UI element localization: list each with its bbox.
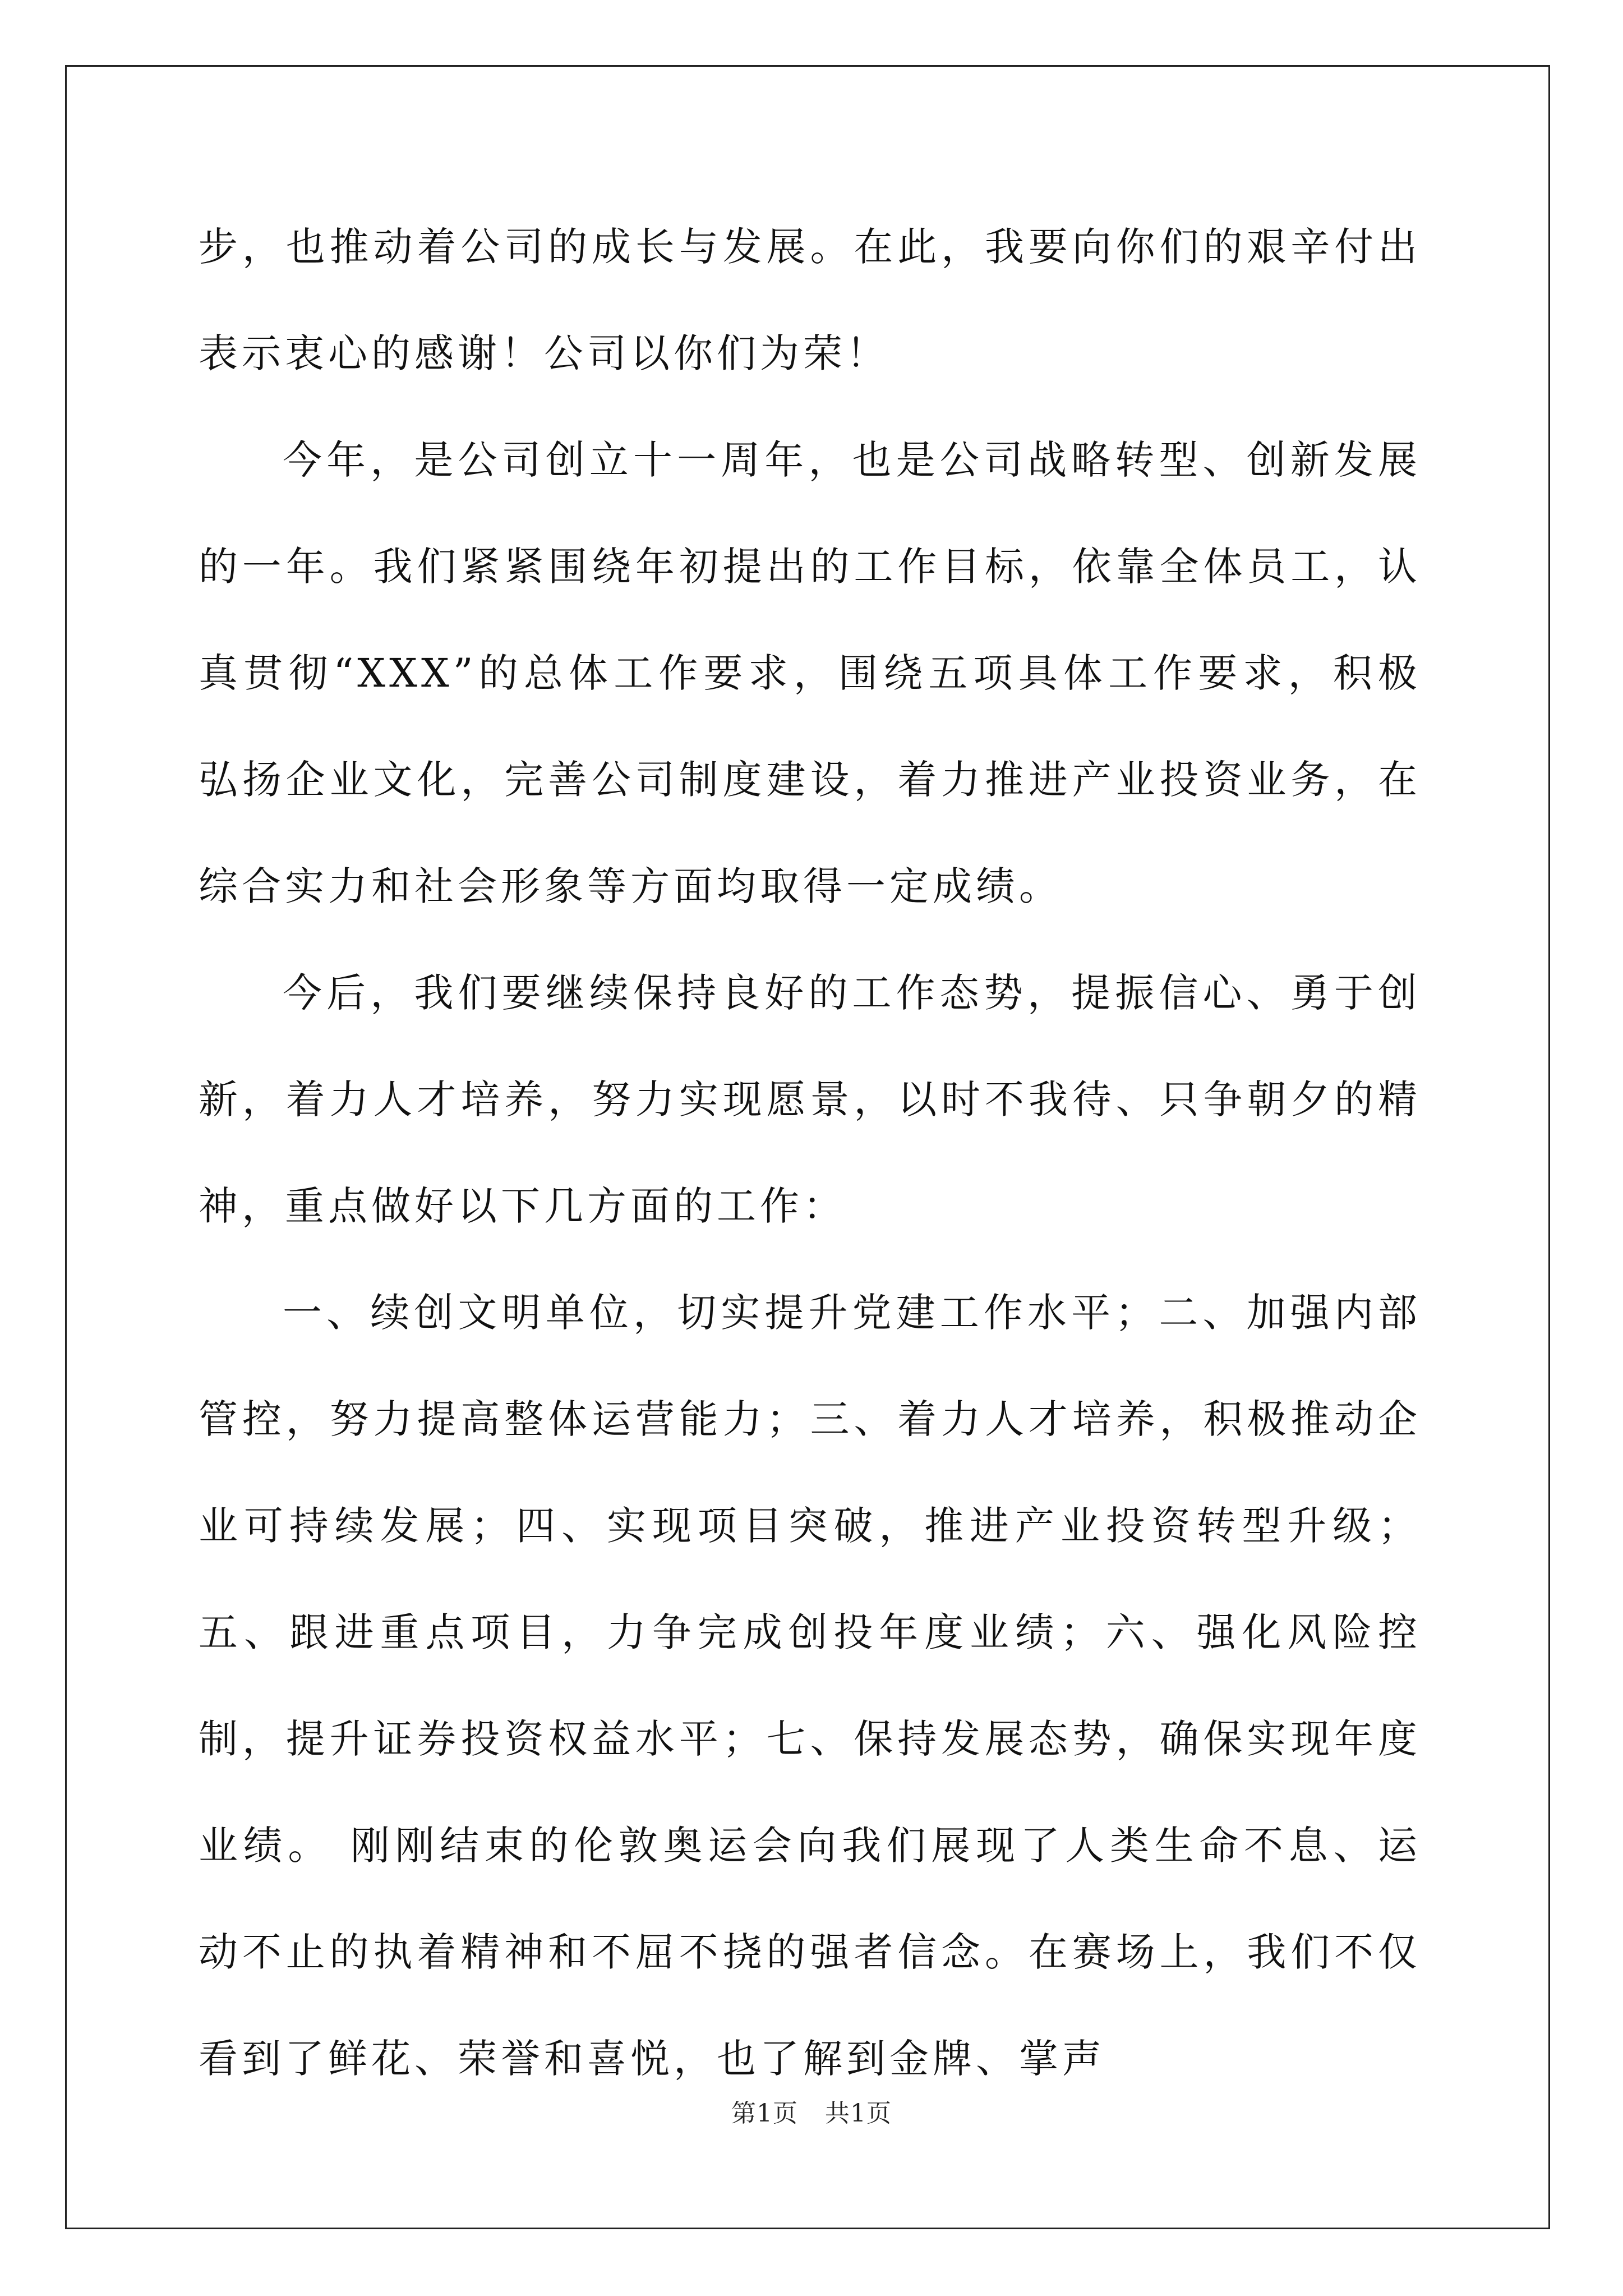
paragraph-2: 今年，是公司创立十一周年，也是公司战略转型、创新发展的一年。我们紧紧围绕年初提出的工作目标，依靠全体员工，认真贯彻“XXX”的总体工作要求，围绕五项具体工作要求，积极弘扬企业文化，完善公司制度建设，着力推进产业投资业务，在综合实力和社会形象等方面均取得一定成绩。	[199, 437, 1421, 909]
paragraph-1: 步，也推动着公司的成长与发展。在此，我要向你们的艰辛付出表示衷心的感谢！公司以你们为荣！	[199, 224, 1421, 376]
page-footer	[0, 2097, 1623, 2131]
document-body	[199, 194, 1421, 2112]
page-number: 第1页	[731, 2099, 798, 2128]
paragraph-4: 一、续创文明单位，切实提升党建工作水平；二、加强内部管控，努力提高整体运营能力；三、着力人才培养，积极推动企业可持续发展；四、实现项目突破，推进产业投资转型升级；五、跟进重点项目，力争完成创投年度业绩；六、强化风险控制，提升证券投资权益水平；七、保持发展态势，确保实现年度业绩。 刚刚结束的伦敦奥运会向我们展现了人类生命不息、运动不止的执着精神和不屈不挠的强者信念。在赛场上，我们不仅看到了鲜花、荣誉和喜悦，也了解到金牌、掌声	[199, 1290, 1421, 2082]
paragraph-3: 今后，我们要继续保持良好的工作态势，提振信心、勇于创新，着力人才培养，努力实现愿景，以时不我待、只争朝夕的精神，重点做好以下几方面的工作：	[199, 970, 1421, 1229]
page-total: 共1页	[825, 2099, 892, 2128]
